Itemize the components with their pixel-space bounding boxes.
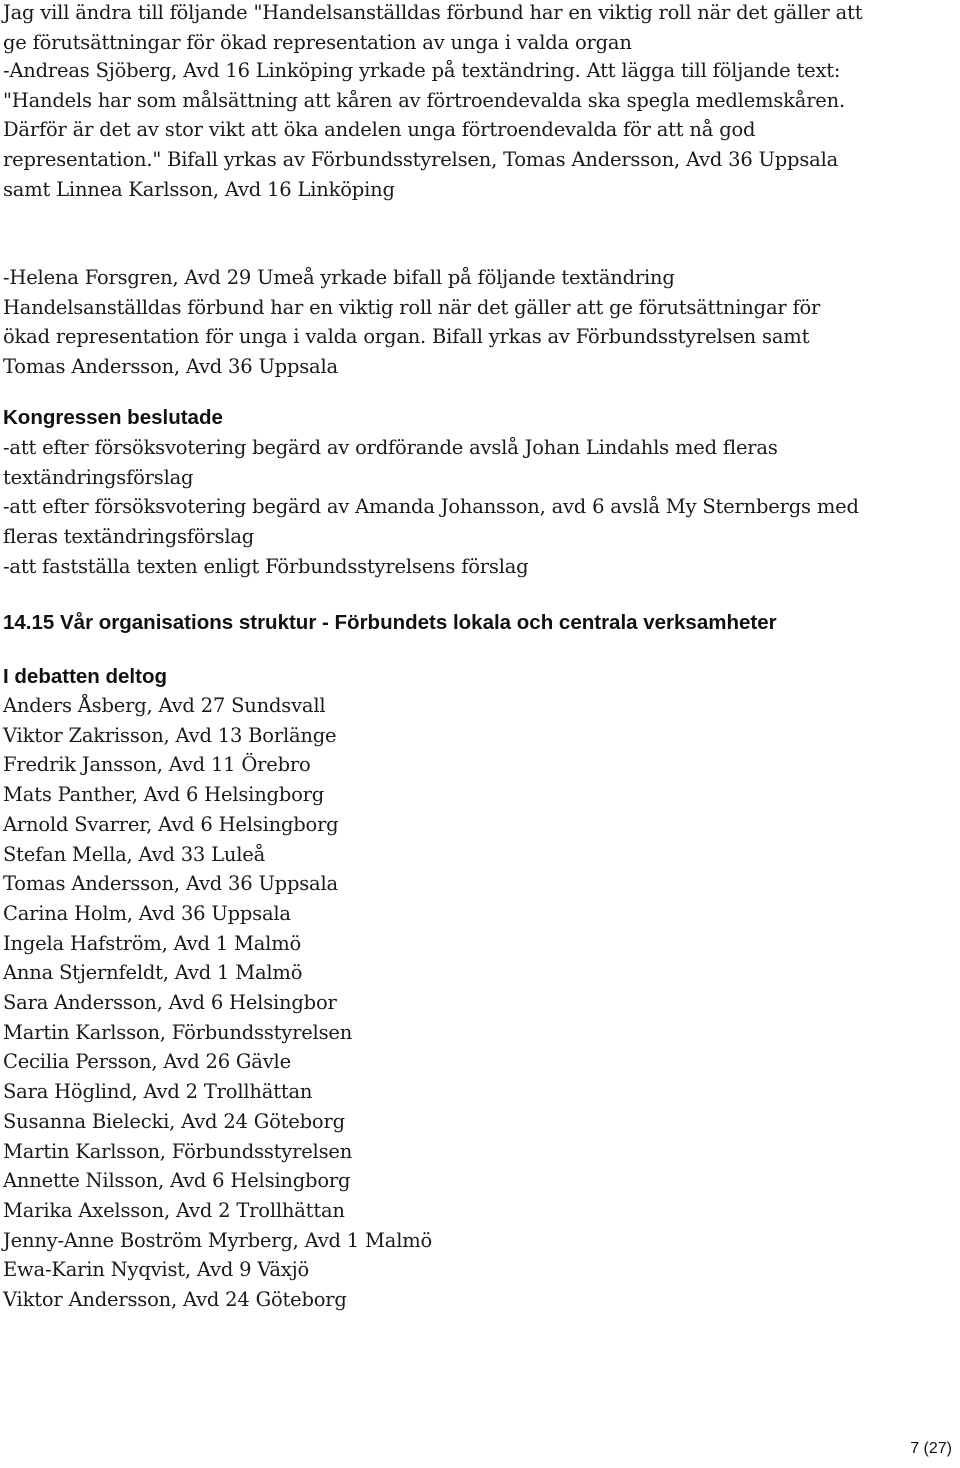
text-line: fleras textändringsförslag <box>3 525 255 549</box>
list-item: Cecilia Persson, Avd 26 Gävle <box>3 1050 291 1074</box>
text-line: ökad representation för unga i valda organ. Bifall yrkas av Förbundsstyrelsen samt <box>3 325 810 349</box>
list-item: Anna Stjernfeldt, Avd 1 Malmö <box>3 961 303 985</box>
list-item: Annette Nilsson, Avd 6 Helsingborg <box>3 1169 351 1193</box>
decision-list <box>3 433 859 582</box>
list-item: Tomas Andersson, Avd 36 Uppsala <box>3 872 338 896</box>
list-item: Marika Axelsson, Avd 2 Trollhättan <box>3 1198 345 1222</box>
text-line: textändringsförslag <box>3 465 194 489</box>
text-line: Tomas Andersson, Avd 36 Uppsala <box>3 355 338 379</box>
list-item: Viktor Andersson, Avd 24 Göteborg <box>3 1288 347 1312</box>
list-item: Ewa-Karin Nyqvist, Avd 9 Växjö <box>3 1258 310 1282</box>
list-item: Stefan Mella, Avd 33 Luleå <box>3 842 266 866</box>
intro-paragraph <box>3 0 862 57</box>
text-line: Jag vill ändra till följande "Handelsanställdas förbund har en viktig roll när det gäller att <box>3 1 863 24</box>
text-line: -att efter försöksvotering begärd av ordförande avslå Johan Lindahls med fleras <box>3 436 778 459</box>
list-item: Susanna Bielecki, Avd 24 Göteborg <box>3 1109 345 1133</box>
motion-sjoberg-paragraph <box>3 56 845 205</box>
text-line: Handelsanställdas förbund har en viktig roll när det gäller att ge förutsättningar för <box>3 295 821 319</box>
page-number: 7 (27) <box>910 1440 952 1457</box>
motion-forsgren-paragraph <box>3 263 820 382</box>
text-line: ge förutsättningar för ökad representation av unga i valda organ <box>3 30 632 54</box>
debate-heading: I debatten deltog <box>3 665 167 688</box>
list-item: Martin Karlsson, Förbundsstyrelsen <box>3 1020 353 1044</box>
list-item: Sara Andersson, Avd 6 Helsingbor <box>3 991 337 1015</box>
text-line: representation." Bifall yrkas av Förbundsstyrelsen, Tomas Andersson, Avd 36 Uppsala <box>3 148 839 172</box>
text-line: -att fastställa texten enligt Förbundsstyrelsens förslag <box>3 554 529 578</box>
participant-list <box>3 691 432 1315</box>
decision-heading: Kongressen beslutade <box>3 406 223 429</box>
text-line: -Andreas Sjöberg, Avd 16 Linköping yrkade på textändring. Att lägga till följande text: <box>3 59 841 82</box>
list-item: Jenny-Anne Boström Myrberg, Avd 1 Malmö <box>3 1228 433 1252</box>
list-item: Arnold Svarrer, Avd 6 Helsingborg <box>3 812 339 836</box>
section-title: 14.15 Vår organisations struktur - Förbundets lokala och centrala verksamheter <box>3 611 777 634</box>
text-line: -att efter försöksvotering begärd av Amanda Johansson, avd 6 avslå My Sternbergs med <box>3 495 859 519</box>
list-item: Anders Åsberg, Avd 27 Sundsvall <box>3 694 326 717</box>
text-line: Därför är det av stor vikt att öka andelen unga förtroendevalda för att nå god <box>3 118 756 142</box>
text-line: -Helena Forsgren, Avd 29 Umeå yrkade bifall på följande textändring <box>3 266 675 289</box>
text-line: samt Linnea Karlsson, Avd 16 Linköping <box>3 177 395 201</box>
list-item: Mats Panther, Avd 6 Helsingborg <box>3 783 325 807</box>
list-item: Sara Höglind, Avd 2 Trollhättan <box>3 1080 313 1104</box>
list-item: Fredrik Jansson, Avd 11 Örebro <box>3 753 311 777</box>
list-item: Ingela Hafström, Avd 1 Malmö <box>3 931 302 955</box>
list-item: Martin Karlsson, Förbundsstyrelsen <box>3 1139 353 1163</box>
text-line: "Handels har som målsättning att kåren av förtroendevalda ska spegla medlemskåren. <box>3 88 846 112</box>
list-item: Carina Holm, Avd 36 Uppsala <box>3 901 291 925</box>
list-item: Viktor Zakrisson, Avd 13 Borlänge <box>3 723 337 747</box>
